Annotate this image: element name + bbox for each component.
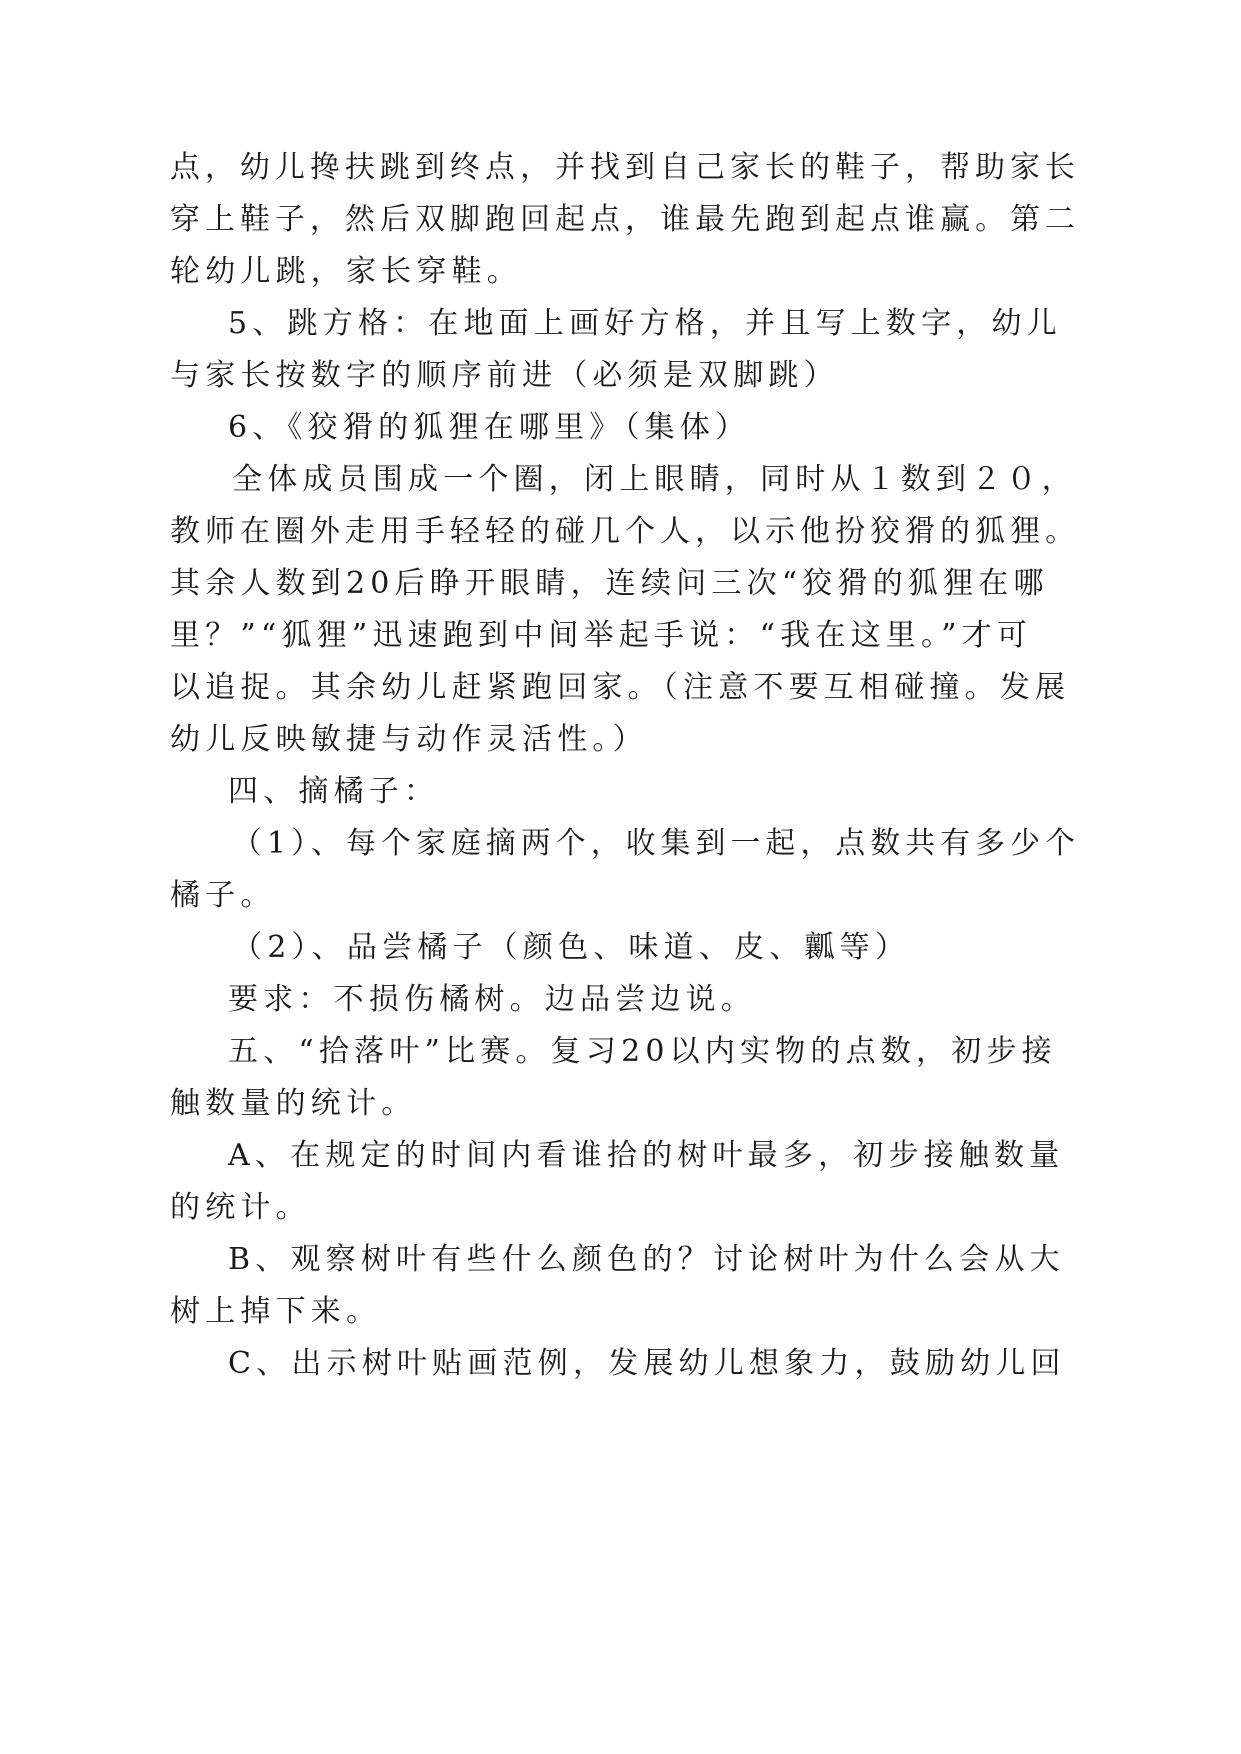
- text-line-18: 五、“拾落叶”比赛。复习20以内实物的点数，初步接: [228, 1034, 1057, 1069]
- text-line-21: 的统计。: [170, 1190, 311, 1225]
- text-line-20: A、在规定的时间内看谁拾的树叶最多，初步接触数量: [228, 1138, 1065, 1173]
- text-line-5: 与家长按数字的顺序前进（必须是双脚跳）: [170, 358, 839, 393]
- text-line-10: 里？”“狐狸”迅速跑到中间举起手说：“我在这里。”才可: [170, 618, 1033, 653]
- text-line-16: （2）、品尝橘子（颜色、味道、皮、瓤等）: [232, 930, 911, 965]
- text-line-22: B、观察树叶有些什么颜色的？讨论树叶为什么会从大: [228, 1242, 1065, 1277]
- text-line-2: 穿上鞋子，然后双脚跑回起点，谁最先跑到起点谁赢。第二: [170, 202, 1081, 237]
- text-line-13: 四、摘橘子：: [228, 774, 440, 809]
- text-line-11: 以追捉。其余幼儿赶紧跑回家。（注意不要互相碰撞。发展: [170, 670, 1071, 705]
- text-line-6: 6、《狡猾的狐狸在哪里》（集体）: [228, 410, 751, 445]
- text-line-8: 教师在圈外走用手轻轻的碰几个人，以示他扮狡猾的狐狸。: [170, 514, 1081, 549]
- text-line-23: 树上掉下来。: [170, 1294, 382, 1329]
- text-line-17: 要求：不损伤橘树。边品尝边说。: [228, 982, 756, 1017]
- text-line-24: C、出示树叶贴画范例，发展幼儿想象力，鼓励幼儿回: [228, 1346, 1066, 1381]
- text-line-12: 幼儿反映敏捷与动作灵活性。）: [170, 722, 648, 757]
- text-line-19: 触数量的统计。: [170, 1086, 417, 1121]
- text-line-7: 全体成员围成一个圈，闭上眼睛，同时从１数到２０，: [232, 462, 1077, 497]
- text-line-14: （1）、每个家庭摘两个，收集到一起，点数共有多少个: [232, 826, 1081, 861]
- text-line-4: 5、跳方格：在地面上画好方格，并且写上数字，幼儿: [228, 306, 1062, 341]
- text-line-9: 其余人数到20后睁开眼睛，连续问三次“狡猾的狐狸在哪: [170, 566, 1049, 601]
- text-line-1: 点，幼儿搀扶跳到终点，并找到自己家长的鞋子，帮助家长: [170, 150, 1081, 185]
- text-line-3: 轮幼儿跳，家长穿鞋。: [170, 254, 522, 289]
- text-line-15: 橘子。: [170, 878, 276, 913]
